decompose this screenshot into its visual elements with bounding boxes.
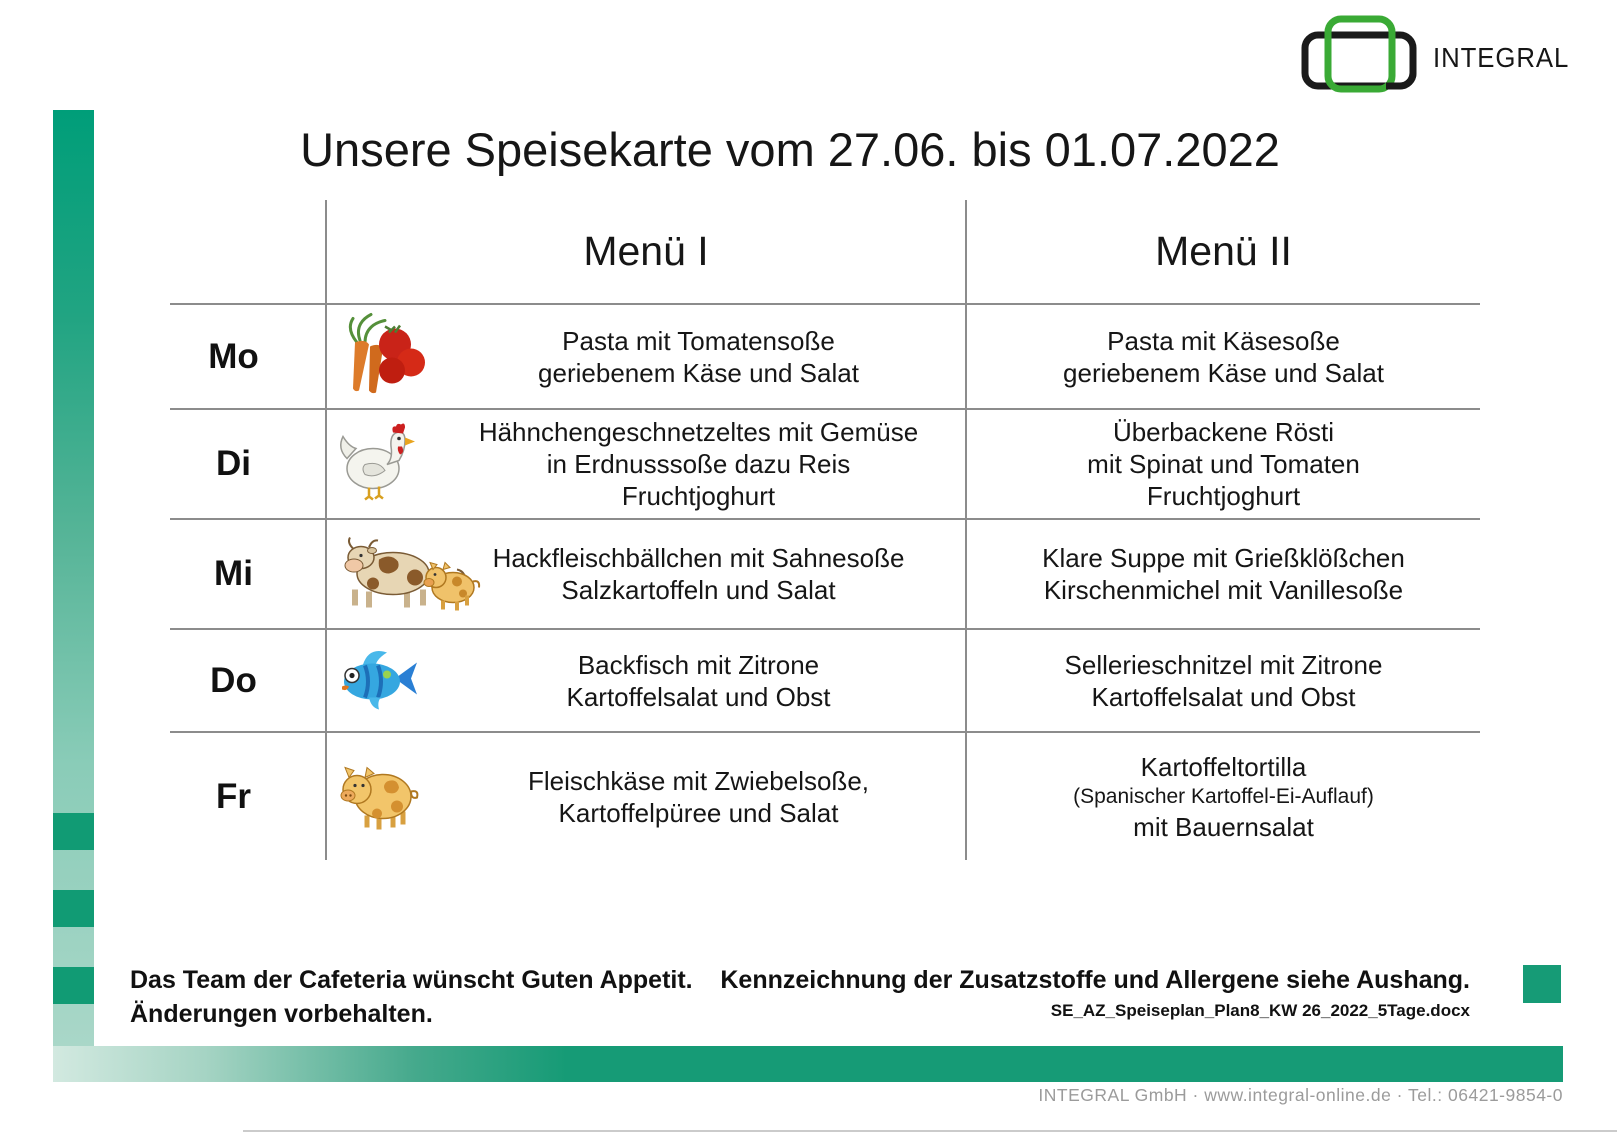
team-note-line1: Das Team der Cafeteria wünscht Guten Appetit. <box>130 966 693 994</box>
menu-item-line: Überbackene Rösti <box>1112 417 1335 447</box>
menu-item-line: Fleischkäse mit Zwiebelsoße, <box>528 765 869 796</box>
bottom-accent-bar <box>53 1046 1563 1082</box>
menu-item-line: Backfisch mit Zitrone <box>577 649 820 680</box>
accent-square <box>53 890 94 927</box>
menu-item-line: Fruchtjoghurt <box>1146 481 1301 511</box>
column-header-menu1: Menü I <box>325 200 965 303</box>
integral-logo-wordmark: INTEGRAL <box>1433 41 1570 73</box>
menu2-cell-fr <box>965 731 1480 860</box>
menu1-cell-di <box>325 408 965 518</box>
accent-square-right <box>1523 965 1561 1003</box>
day-label-fr: Fr <box>170 731 325 860</box>
pig-icon <box>335 751 431 842</box>
accent-square <box>53 813 94 850</box>
page-title: Unsere Speisekarte vom 27.06. bis 01.07.2022 <box>300 123 1280 176</box>
day-label-do: Do <box>170 628 325 731</box>
menu-item-line: geriebenem Käse und Salat <box>1063 357 1384 388</box>
menu-item-line: Kirschenmichel mit Vanillesoße <box>1043 575 1404 605</box>
chicken-icon <box>335 421 421 508</box>
day-label-mi: Mi <box>170 518 325 628</box>
menu-item-line: Kartoffeltortilla <box>1140 751 1307 782</box>
menu1-cell-mi <box>325 518 965 628</box>
menu-item-line: Fruchtjoghurt <box>621 481 776 511</box>
fish-icon <box>335 642 421 719</box>
menu-item-line: Kartoffelsalat und Obst <box>1091 681 1356 712</box>
menu-item-line: mit Bauernsalat <box>1133 811 1314 842</box>
menu-item-line: Kartoffelsalat und Obst <box>566 681 831 712</box>
integral-logo <box>1300 14 1581 101</box>
menu-item-line: Pasta mit Tomatensoße <box>562 325 835 356</box>
menu-item-line: Hähnchengeschnetzeltes mit Gemüse <box>478 417 919 447</box>
menu-item-line: in Erdnusssoße dazu Reis <box>546 449 851 479</box>
column-header-menu2: Menü II <box>965 200 1480 303</box>
allergen-note <box>700 963 1470 1021</box>
day-label-mo: Mo <box>170 303 325 408</box>
team-note <box>130 963 693 1031</box>
allergen-note-text: Kennzeichnung der Zusatzstoffe und Allergene siehe Aushang. <box>720 966 1470 994</box>
page-bottom-divider <box>243 1130 1617 1132</box>
menu-item-line: mit Spinat und Tomaten <box>1087 449 1360 479</box>
menu-item-line: Kartoffelpüree und Salat <box>558 797 839 828</box>
tomatoes-carrots-icon <box>335 312 427 401</box>
menu2-cell-mi <box>965 518 1480 628</box>
document-filename: SE_AZ_Speiseplan_Plan8_KW 26_2022_5Tage.docx <box>1050 1001 1470 1020</box>
integral-logo-icon <box>1300 14 1425 101</box>
menu1-cell-do <box>325 628 965 731</box>
menu-item-line: Pasta mit Käsesoße <box>1107 325 1340 356</box>
menu2-cell-mo <box>965 303 1480 408</box>
menu-table <box>170 200 1480 860</box>
cow-and-pig-icon <box>335 528 490 621</box>
menu-item-line: geriebenem Käse und Salat <box>538 357 859 388</box>
menu-item-line: Klare Suppe mit Grießklößchen <box>1042 543 1405 573</box>
team-note-line2: Änderungen vorbehalten. <box>130 1000 433 1028</box>
menu2-cell-di <box>965 408 1480 518</box>
accent-square <box>53 967 94 1004</box>
menu1-cell-fr <box>325 731 965 860</box>
header-day-spacer <box>170 200 325 303</box>
company-footer: INTEGRAL GmbH · www.integral-online.de · Tel.: 06421-9854-0 <box>1038 1085 1563 1105</box>
menu-item-line: Salzkartoffeln und Salat <box>561 575 836 605</box>
menu-item-line: Sellerieschnitzel mit Zitrone <box>1064 649 1383 680</box>
menu2-cell-do <box>965 628 1480 731</box>
left-accent-bar <box>53 110 94 1046</box>
menu1-cell-mo <box>325 303 965 408</box>
day-label-di: Di <box>170 408 325 518</box>
menu-item-line-small: (Spanischer Kartoffel-Ei-Auflauf) <box>1073 784 1374 808</box>
menu-item-line: Hackfleischbällchen mit Sahnesoße <box>492 543 905 573</box>
